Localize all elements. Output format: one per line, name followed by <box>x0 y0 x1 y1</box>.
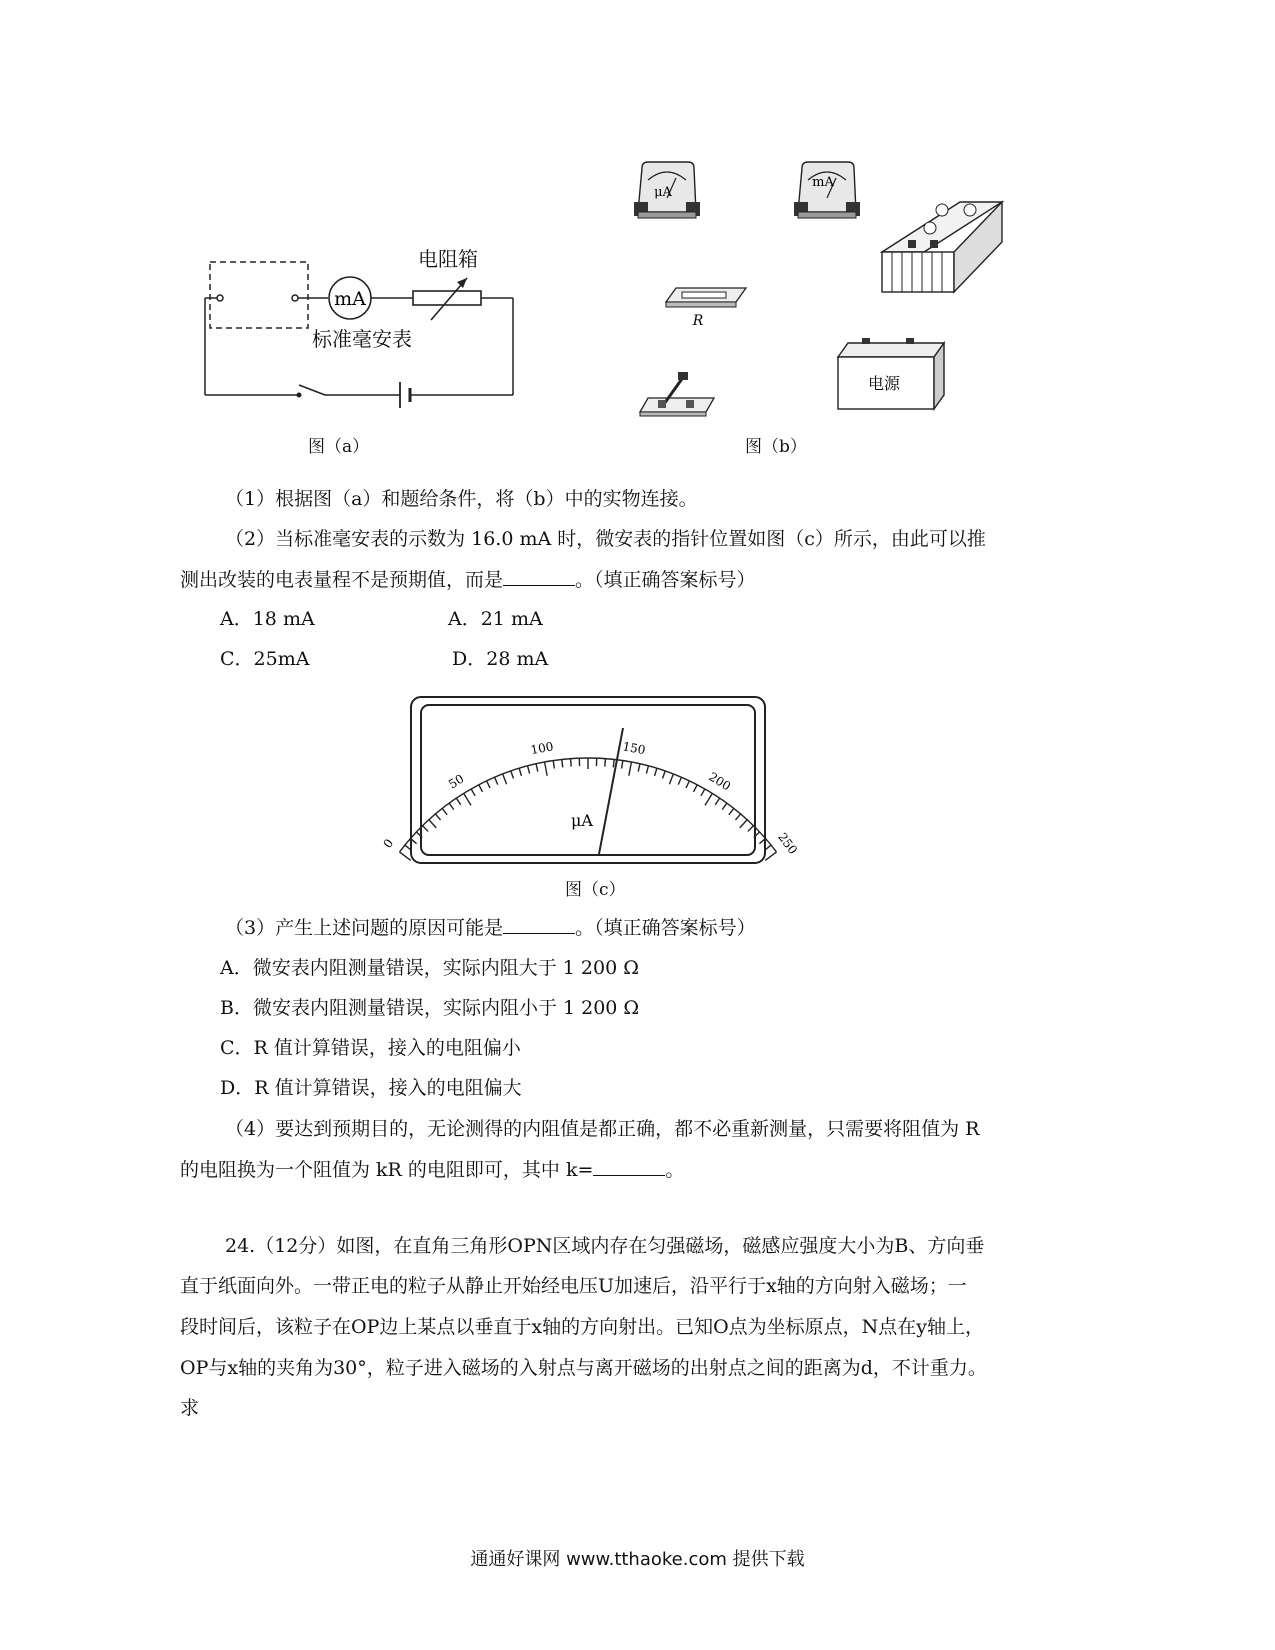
milliammeter-label: mA <box>812 175 834 190</box>
dial-tick <box>678 777 681 784</box>
dial-tick <box>646 766 648 774</box>
dial-tick <box>622 761 623 769</box>
question-3-instruction: 。（填正确答案标号） <box>575 917 756 939</box>
knife-switch-device <box>640 372 714 416</box>
meter-inner-frame <box>421 705 755 855</box>
option-2b: A．21 mA <box>448 608 543 630</box>
meter-pointer <box>599 728 623 854</box>
dial-tick <box>715 798 719 805</box>
dial-tick <box>471 789 475 796</box>
dial-tick <box>765 852 776 860</box>
meter-label: mA <box>334 288 366 310</box>
dial-tick <box>701 789 705 796</box>
dial-label: 100 <box>529 739 555 758</box>
resistor-label: R <box>692 313 704 329</box>
option-2c: C．25mA <box>220 648 310 670</box>
dial-tick <box>553 761 554 769</box>
dial-tick <box>442 808 447 814</box>
standard-ammeter-label: 标准毫安表 <box>312 327 412 351</box>
dial-tick <box>519 768 521 776</box>
question-24-line-3: 段时间后，该粒子在OP边上某点以垂直于x轴的方向射出。已知O点为坐标原点，N点在y轴上， <box>180 1316 985 1338</box>
dial-tick <box>748 826 754 832</box>
option-2a: A．18 mA <box>220 608 315 630</box>
resistance-box-device <box>882 202 1002 292</box>
question-2-stem: 测出改装的电表量程不是预期值，而是 <box>180 569 504 591</box>
resistor-r-device <box>666 288 746 307</box>
dial-tick <box>629 762 632 776</box>
question-24-line-1: 24.（12分）如图，在直角三角形OPN区域内存在匀强磁场，磁感应强度大小为B、方向垂 <box>225 1235 985 1257</box>
dial-tick <box>503 774 507 784</box>
dial-tick <box>487 781 490 788</box>
dial-tick <box>464 793 471 805</box>
figure-b-caption: 图（b） <box>745 437 807 457</box>
question-3-stem: （3）产生上述问题的原因可能是 <box>225 917 504 939</box>
dial-tick <box>528 766 530 774</box>
option-2d: D．28 mA <box>452 648 549 670</box>
dial-label: 200 <box>706 769 734 794</box>
dial-tick <box>495 777 498 784</box>
dial-arc <box>400 758 777 852</box>
power-label: 电源 <box>867 374 901 393</box>
option-3c: C．R 值计算错误，接入的电阻偏小 <box>220 1037 521 1059</box>
dial-tick <box>562 759 563 767</box>
question-4-line-2 <box>180 1157 684 1182</box>
dial-tick <box>479 785 483 792</box>
figure-c-meter <box>380 694 801 866</box>
dial-tick <box>693 785 697 792</box>
figure-c-caption: 图（c） <box>565 880 626 900</box>
dial-tick <box>705 793 712 805</box>
question-24-line-4: OP与x轴的夹角为30°，粒子进入磁场的入射点与离开磁场的出射点之间的距离为d，不计重力。 <box>180 1357 987 1379</box>
dial-tick <box>429 820 436 828</box>
dial-label: 150 <box>621 739 647 758</box>
question-1: （1）根据图（a）和题给条件，将（b）中的实物连接。 <box>225 488 698 510</box>
dial-tick <box>740 820 747 828</box>
dial-tick <box>449 803 454 809</box>
question-4-end: 。 <box>665 1159 685 1181</box>
dial-label: 50 <box>446 771 467 792</box>
answer-blank-2[interactable] <box>503 567 575 586</box>
dial-tick <box>735 814 740 820</box>
question-2-line-2 <box>180 567 756 592</box>
dial-tick <box>669 774 673 784</box>
dial-tick <box>722 803 727 809</box>
dial-tick <box>435 814 440 820</box>
resistor-box-label: 电阻箱 <box>418 247 478 271</box>
figure-b-apparatus <box>630 150 1040 440</box>
question-2-line-1: （2）当标准毫安表的示数为 16.0 mA 时，微安表的指针位置如图（c）所示，由此可以推 <box>225 528 986 550</box>
option-3d: D．R 值计算错误，接入的电阻偏大 <box>220 1077 522 1099</box>
microammeter-label: μA <box>654 185 672 200</box>
footer-watermark: 通通好课网 www.tthaoke.com 提供下载 <box>470 1549 805 1570</box>
answer-blank-3[interactable] <box>503 915 575 934</box>
question-2-instruction: 。（填正确答案标号） <box>575 569 756 591</box>
question-3 <box>225 915 756 940</box>
question-24-line-5: 求 <box>180 1397 200 1419</box>
dial-tick <box>638 764 640 772</box>
dial-tick <box>605 759 606 767</box>
dial-tick <box>655 768 657 776</box>
dial-tick <box>663 771 666 779</box>
option-3a: A．微安表内阻测量错误，实际内阻大于 1 200 Ω <box>220 957 639 979</box>
meter-unit-label: μA <box>571 811 593 830</box>
question-4-stem: 的电阻换为一个阻值为 kR 的电阻即可，其中 k= <box>180 1159 594 1181</box>
dial-tick <box>456 798 460 805</box>
dial-label: 0 <box>380 836 397 851</box>
dial-tick <box>423 826 429 832</box>
dial-scale-labels <box>380 739 800 857</box>
switch-symbol <box>299 385 325 395</box>
question-4-line-1: （4）要达到预期目的，无论测得的内阻值是都正确，都不必重新测量，只需要将阻值为 R <box>225 1118 980 1140</box>
option-3b: B．微安表内阻测量错误，实际内阻小于 1 200 Ω <box>220 997 640 1019</box>
dial-tick <box>536 764 538 772</box>
dial-tick <box>545 762 548 776</box>
dial-tick <box>613 759 614 767</box>
resistor-box-symbol <box>413 291 481 305</box>
dial-tick <box>571 759 572 767</box>
dial-tick <box>400 852 411 860</box>
answer-blank-4[interactable] <box>593 1157 665 1176</box>
figure-a-caption: 图（a） <box>308 437 370 457</box>
question-24-line-2: 直于纸面向外。一带正电的粒子从静止开始经电压U加速后，沿平行于x轴的方向射入磁场；一 <box>180 1275 967 1297</box>
dial-label: 250 <box>775 830 801 857</box>
dial-tick <box>686 781 689 788</box>
milliammeter-device <box>794 162 860 218</box>
dial-tick <box>511 771 514 779</box>
dial-tick <box>729 808 734 814</box>
